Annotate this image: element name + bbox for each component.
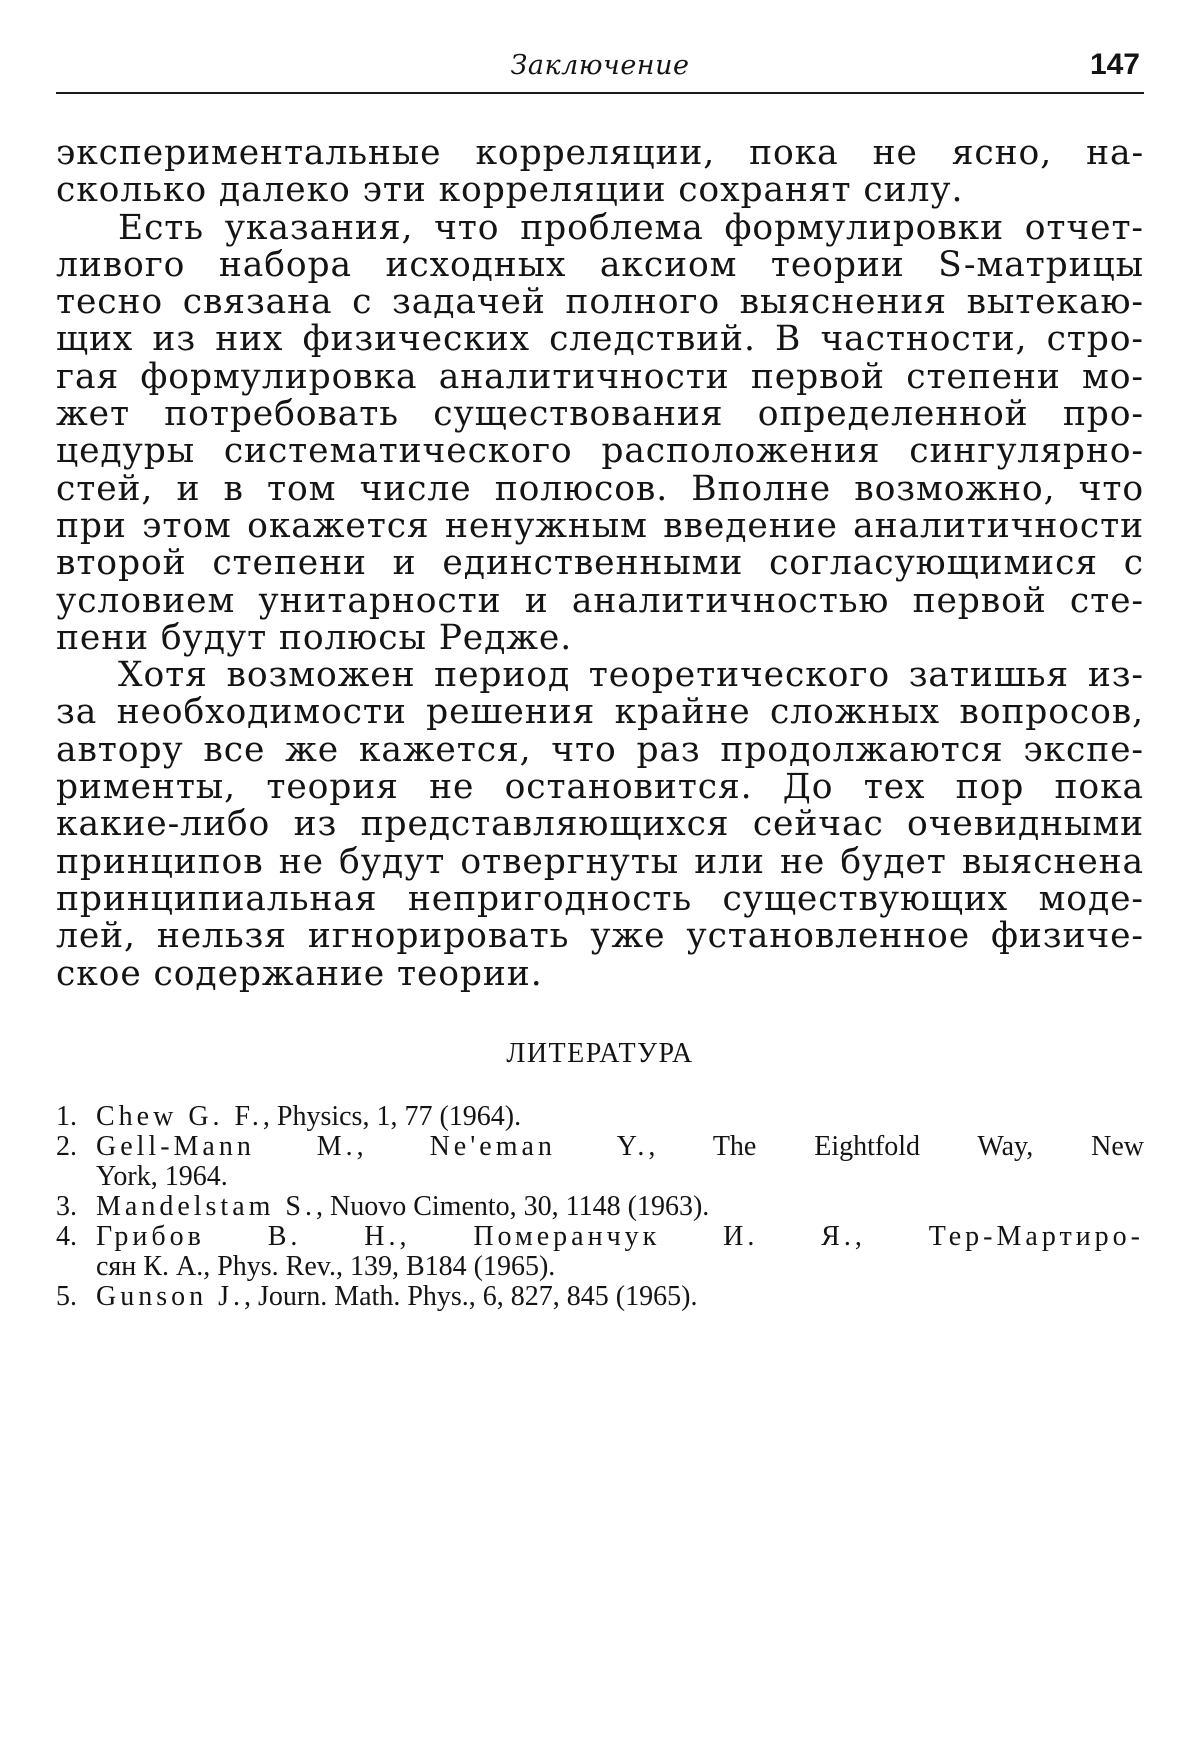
reference-number: 3. — [56, 1191, 77, 1222]
text-line: жет потребовать существования определенной про- — [56, 394, 1144, 435]
text-line: принципов не будут отвергнуты или не будет выяснена — [56, 841, 1144, 882]
text-line: щих из них физических следствий. В частности, стро- — [56, 319, 1144, 360]
text-line: цедуры систематического расположения сингулярно- — [56, 431, 1144, 472]
reference-author: Mandelstam S. — [96, 1191, 316, 1222]
text-line: автору все же кажется, что раз продолжаются экспе- — [56, 729, 1144, 770]
reference-author: Gell-Mann M., Ne'eman Y. — [96, 1131, 649, 1162]
running-head — [56, 46, 1144, 94]
reference-text: сян К. А., Phys. Rev., 139, B184 (1965). — [96, 1251, 556, 1282]
text-line: экспериментальные корреляции, пока не ясно, на- — [56, 133, 1144, 173]
reference-text: York, 1964. — [96, 1161, 228, 1192]
reference-text: , Physics, 1, 77 (1964). — [262, 1101, 522, 1132]
text-line: какие-либо из представляющихся сейчас очевидными — [56, 804, 1144, 845]
reference-item — [56, 1222, 1144, 1282]
text-line: Есть указания, что проблема формулировки отчет- — [118, 207, 1144, 248]
text-line: принципиальная непригодность существующих моде- — [56, 878, 1144, 919]
chapter-title: Заключение — [510, 50, 690, 81]
reference-number: 1. — [56, 1101, 77, 1132]
references-list — [56, 1102, 1144, 1312]
reference-item — [56, 1192, 1144, 1222]
reference-text: , Journ. Math. Phys., 6, 827, 845 (1965). — [244, 1281, 698, 1312]
reference-number: 2. — [56, 1131, 77, 1162]
body-text — [56, 135, 1144, 993]
reference-number: 5. — [56, 1281, 77, 1312]
reference-number: 4. — [56, 1221, 77, 1252]
references-heading: ЛИТЕРАТУРА — [506, 1038, 694, 1069]
reference-item — [56, 1132, 1144, 1192]
text-line: сколько далеко эти корреляции сохранят силу. — [56, 170, 964, 211]
reference-author: Грибов В. Н., Померанчук И. Я., Тер-Мартиро- — [96, 1221, 1144, 1252]
text-line: стей, и в том числе полюсов. Вполне возможно, что — [56, 468, 1144, 509]
text-line: ское содержание теории. — [56, 953, 543, 994]
reference-item — [56, 1102, 1144, 1132]
reference-item — [56, 1282, 1144, 1312]
text-line: лей, нельзя игнорировать уже установленное физиче- — [56, 916, 1144, 957]
text-line: ливого набора исходных аксиом теории S-матрицы — [56, 244, 1144, 285]
text-line: гая формулировка аналитичности первой степени мо- — [56, 356, 1144, 397]
text-line: при этом окажется ненужным введение аналитичности — [56, 505, 1144, 546]
reference-author: Chew G. F. — [96, 1101, 263, 1132]
text-line: условием унитарности и аналитичностью первой сте- — [56, 580, 1144, 621]
text-line: за необходимости решения крайне сложных вопросов, — [56, 692, 1144, 733]
reference-text: , Nuovo Cimento, 30, 1148 (1963). — [316, 1191, 710, 1222]
text-line: Хотя возможен период теоретического затишья из- — [118, 655, 1144, 696]
page-number: 147 — [1089, 48, 1140, 81]
text-line: пени будут полюсы Редже. — [56, 617, 573, 658]
reference-author: Gunson J. — [96, 1281, 245, 1312]
text-line: второй степени и единственными согласующимися с — [56, 543, 1144, 584]
text-line: рименты, теория не остановится. До тех пор пока — [56, 767, 1144, 808]
text-line: тесно связана с задачей полного выяснения вытекаю- — [56, 282, 1144, 323]
reference-text: , The Eightfold Way, New — [648, 1131, 1145, 1162]
